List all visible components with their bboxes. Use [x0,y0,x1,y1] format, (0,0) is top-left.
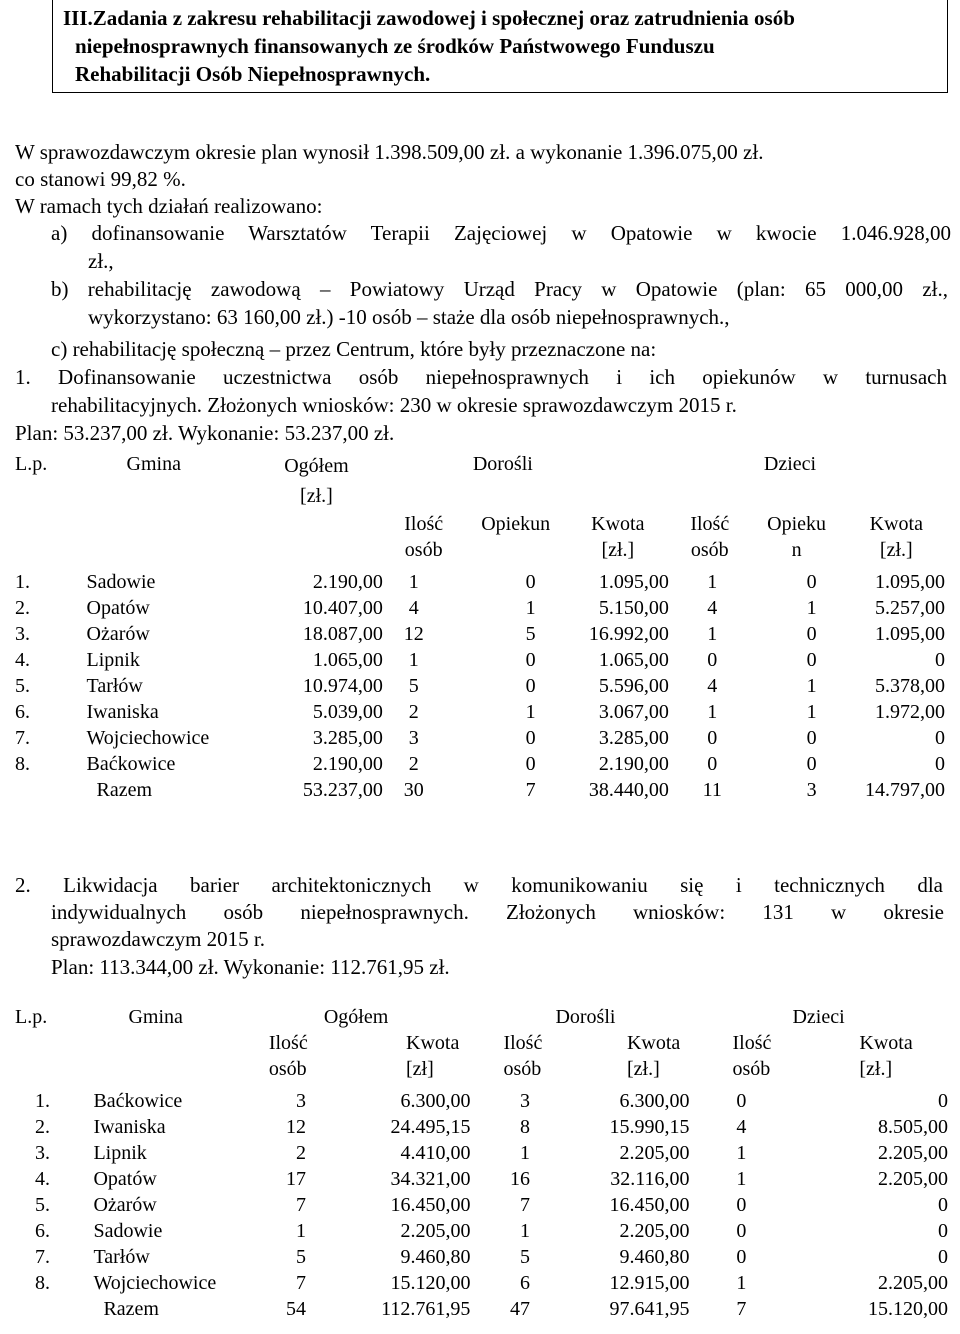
opiekun-cell: 0 [525,675,536,697]
col-kwota-dzieci: Kwota [zł.] [869,513,923,561]
gmina-cell: Iwaniska [86,701,159,723]
lp-cell: 7. [35,1246,50,1268]
opiekun-dzieci-cell: 1 [806,701,817,723]
section2-line-1: 2. Likwidacja barier architektonicznych w komunikowaniu się i technicznych dla [15,873,943,897]
lp-cell: 3. [35,1142,50,1164]
gmina-cell: Ożarów [93,1194,157,1216]
ilosc-ogolem-cell: 17 [286,1168,307,1190]
item-c: c) rehabilitację społeczną – przez Centrum, które były przeznaczone na: [51,337,657,361]
opiekun-dzieci-cell: 3 [806,779,817,801]
kwota-dorosli-cell: 16.450,00 [609,1194,690,1216]
kwota-ogolem-cell: 34.321,00 [390,1168,471,1190]
ogolem-cell: 5.039,00 [312,701,383,723]
kwota-dzieci-cell: 0 [938,1246,948,1268]
ilosc-dzieci-cell: 0 [736,1194,747,1216]
ogolem-cell: 10.974,00 [302,675,383,697]
kwota-dzieci-cell: 8.505,00 [878,1116,948,1138]
intro-line-3: W ramach tych działań realizowano: [15,194,323,218]
lp-cell: 8. [15,753,30,775]
table2-header-row-2 [15,1030,953,1082]
kwota-dorosli-cell: 32.116,00 [610,1168,690,1190]
total-label: Razem [103,1298,159,1320]
ilosc-dzieci-cell: 1 [736,1142,747,1164]
total-label: Razem [96,779,153,801]
kwota-ogolem-cell: 24.495,15 [390,1116,471,1138]
kwota-dzieci-cell: 5.378,00 [875,675,945,697]
opiekun-cell: 0 [525,753,536,775]
gmina-cell: Lipnik [93,1142,147,1164]
table-row [15,1140,953,1166]
kwota-dorosli-cell: 9.460,80 [619,1246,690,1268]
ilosc-osob-dzieci-cell: 0 [707,727,718,749]
heading-line-3: Rehabilitacji Osób Niepełnosprawnych. [75,62,431,86]
ilosc-osob-cell: 1 [408,571,419,593]
section2-line-3: sprawozdawczym 2015 r. [51,927,266,951]
item-a-line-1: a) dofinansowanie Warsztatów Terapii Zajęciowej w Opatowie w kwocie 1.046.928,00 [51,221,951,245]
table-row [15,569,950,595]
table-row [15,1218,953,1244]
table-total-row [15,1296,953,1322]
opiekun-dzieci-cell: 1 [806,675,817,697]
ilosc-dzieci-cell: 4 [736,1116,747,1138]
table-row [15,647,950,673]
lp-cell: 6. [15,701,30,723]
col-opiekun-dzieci: Opieku n [767,513,827,561]
ilosc-ogolem-cell: 7 [296,1272,307,1294]
opiekun-dzieci-cell: 0 [806,623,817,645]
table2-header-row-1 [15,1004,953,1030]
gmina-cell: Baćkowice [93,1090,183,1112]
opiekun-dzieci-cell: 1 [806,597,817,619]
col-dzieci: Dzieci [792,1006,845,1028]
ilosc-osob-dzieci-cell: 0 [707,753,718,775]
table-total-row [15,777,950,803]
col-ogolem: Ogółem [323,1006,389,1028]
kwota-dzieci-cell: 2.205,00 [878,1142,948,1164]
col-ogolem: Ogółem [zł.] [284,455,349,507]
ilosc-dorosli-cell: 1 [519,1142,530,1164]
ogolem-cell: 3.285,00 [312,727,383,749]
ilosc-dorosli-cell: 8 [519,1116,530,1138]
section1-plan: Plan: 53.237,00 zł. Wykonanie: 53.237,00 zł. [15,421,395,445]
section2-plan: Plan: 113.344,00 zł. Wykonanie: 112.761,95 zł. [51,955,450,979]
intro-line-1: W sprawozdawczym okresie plan wynosił 1.398.509,00 zł. a wykonanie 1.396.075,00 zł. [15,140,764,164]
lp-cell: 4. [15,649,30,671]
table-row [15,725,950,751]
ilosc-dzieci-cell: 0 [736,1220,747,1242]
ilosc-dorosli-cell: 7 [519,1194,530,1216]
lp-cell: 1. [15,571,30,593]
ogolem-cell: 2.190,00 [312,571,383,593]
opiekun-dzieci-cell: 0 [806,649,817,671]
ilosc-ogolem-cell: 3 [296,1090,307,1112]
table-row [15,1270,953,1296]
intro-line-2: co stanowi 99,82 %. [15,167,186,191]
table-row [15,1244,953,1270]
ilosc-osob-cell: 4 [408,597,419,619]
col-ilosc-osob-dzieci: Ilość osób [690,513,730,561]
ilosc-dorosli-cell: 3 [519,1090,530,1112]
kwota-ogolem-cell: 15.120,00 [390,1272,471,1294]
section-heading [52,0,948,93]
gmina-cell: Sadowie [86,571,156,593]
ilosc-dorosli-cell: 1 [519,1220,530,1242]
kwota-dzieci-cell: 5.257,00 [875,597,945,619]
kwota-cell: 1.065,00 [598,649,669,671]
heading-line-1: III.Zadania z zakresu rehabilitacji zawodowej i społecznej oraz zatrudnienia osób [63,6,795,30]
col-gmina: Gmina [126,453,181,475]
lp-cell: 5. [15,675,30,697]
opiekun-cell: 5 [525,623,536,645]
kwota-dzieci-cell: 2.205,00 [878,1168,948,1190]
ogolem-cell: 1.065,00 [312,649,383,671]
lp-cell: 6. [35,1220,50,1242]
ilosc-ogolem-cell: 12 [286,1116,307,1138]
ilosc-dorosli-cell: 5 [519,1246,530,1268]
kwota-ogolem-cell: 9.460,80 [400,1246,471,1268]
kwota-ogolem-cell: 4.410,00 [400,1142,471,1164]
kwota-dzieci-cell: 0 [938,1194,948,1216]
table-row [15,621,950,647]
ilosc-osob-dzieci-cell: 1 [707,623,718,645]
lp-cell: 3. [15,623,30,645]
ilosc-osob-dzieci-cell: 4 [707,597,718,619]
ilosc-dzieci-cell: 0 [736,1246,747,1268]
opiekun-cell: 1 [525,597,536,619]
kwota-cell: 2.190,00 [598,753,669,775]
kwota-dzieci-cell: 14.797,00 [865,779,945,801]
gmina-cell: Iwaniska [93,1116,166,1138]
ilosc-osob-cell: 30 [403,779,424,801]
bariery-table [15,1004,953,1322]
ilosc-osob-dzieci-cell: 1 [707,701,718,723]
lp-cell: 2. [15,597,30,619]
col-opiekun: Opiekun [481,513,551,535]
ilosc-osob-cell: 5 [408,675,419,697]
col-ilosc-dzieci: Ilość osób [732,1032,772,1080]
kwota-dzieci-cell: 1.095,00 [875,571,945,593]
table-row [15,595,950,621]
table-row [15,1166,953,1192]
col-ilosc-ogolem: Ilość osób [268,1032,308,1080]
ilosc-dorosli-cell: 16 [509,1168,530,1190]
kwota-dzieci-cell: 0 [935,727,945,749]
gmina-cell: Wojciechowice [86,727,210,749]
kwota-cell: 5.150,00 [598,597,669,619]
kwota-dzieci-cell: 1.095,00 [875,623,945,645]
lp-cell: 1. [35,1090,50,1112]
kwota-dzieci-cell: 0 [938,1090,948,1112]
col-kwota-dorosli: Kwota [zł.] [626,1032,681,1080]
ilosc-dzieci-cell: 7 [736,1298,747,1320]
kwota-dorosli-cell: 15.990,15 [609,1116,690,1138]
ilosc-ogolem-cell: 1 [296,1220,307,1242]
ilosc-osob-cell: 12 [403,623,424,645]
gmina-cell: Wojciechowice [93,1272,217,1294]
col-ilosc-osob: Ilość osób [404,513,444,561]
ilosc-dzieci-cell: 1 [736,1272,747,1294]
kwota-dzieci-cell: 0 [935,649,945,671]
ilosc-osob-dzieci-cell: 4 [707,675,718,697]
col-dzieci: Dzieci [763,453,817,475]
kwota-dzieci-cell: 1.972,00 [875,701,945,723]
table-row [15,673,950,699]
ilosc-osob-cell: 2 [408,701,419,723]
ilosc-osob-cell: 3 [408,727,419,749]
gmina-cell: Ożarów [86,623,150,645]
ilosc-osob-dzieci-cell: 1 [707,571,718,593]
item-a-line-2: zł., [88,249,114,273]
gmina-cell: Lipnik [86,649,140,671]
ilosc-ogolem-cell: 2 [296,1142,307,1164]
ogolem-cell: 10.407,00 [302,597,383,619]
col-kwota-ogolem: Kwota [zł] [406,1032,460,1080]
kwota-dzieci-cell: 0 [938,1220,948,1242]
ilosc-osob-dzieci-cell: 11 [702,779,722,801]
kwota-cell: 1.095,00 [598,571,669,593]
section1-line-1: 1. Dofinansowanie uczestnictwa osób niepełnosprawnych i ich opiekunów w turnusach [15,365,947,389]
kwota-dorosli-cell: 97.641,95 [609,1298,690,1320]
gmina-cell: Opatów [86,597,150,619]
ilosc-ogolem-cell: 54 [286,1298,307,1320]
col-ilosc-dorosli: Ilość osób [503,1032,543,1080]
lp-cell: 8. [35,1272,50,1294]
col-lp: L.p. [15,1006,48,1028]
kwota-cell: 16.992,00 [588,623,669,645]
opiekun-dzieci-cell: 0 [806,727,817,749]
table1-header-row-1 [15,451,950,511]
kwota-dzieci-cell: 2.205,00 [878,1272,948,1294]
lp-cell: 7. [15,727,30,749]
kwota-dorosli-cell: 2.205,00 [619,1220,690,1242]
gmina-cell: Tarłów [93,1246,150,1268]
opiekun-dzieci-cell: 0 [806,571,817,593]
gmina-cell: Sadowie [93,1220,163,1242]
col-dorosli: Dorośli [472,453,533,475]
col-lp: L.p. [15,453,48,475]
table1-header-row-2 [15,511,950,563]
table-row [15,751,950,777]
ogolem-cell: 53.237,00 [302,779,383,801]
kwota-dorosli-cell: 12.915,00 [609,1272,690,1294]
kwota-ogolem-cell: 6.300,00 [400,1090,471,1112]
lp-cell: 5. [35,1194,50,1216]
ogolem-cell: 2.190,00 [312,753,383,775]
table-row [15,1088,953,1114]
table-row [15,1192,953,1218]
gmina-cell: Baćkowice [86,753,176,775]
kwota-dzieci-cell: 15.120,00 [868,1298,948,1320]
ogolem-cell: 18.087,00 [302,623,383,645]
kwota-ogolem-cell: 2.205,00 [400,1220,471,1242]
item-b-line-1: b) rehabilitację zawodową – Powiatowy Urząd Pracy w Opatowie (plan: 65 000,00 zł., [51,277,948,301]
kwota-cell: 38.440,00 [588,779,669,801]
ilosc-dorosli-cell: 6 [519,1272,530,1294]
ilosc-osob-dzieci-cell: 0 [707,649,718,671]
ilosc-dzieci-cell: 0 [736,1090,747,1112]
opiekun-cell: 0 [525,727,536,749]
ilosc-osob-cell: 2 [408,753,419,775]
col-dorosli: Dorośli [555,1006,616,1028]
opiekun-cell: 0 [525,571,536,593]
kwota-ogolem-cell: 16.450,00 [390,1194,471,1216]
opiekun-cell: 1 [525,701,536,723]
item-b-line-2: wykorzystano: 63 160,00 zł.) -10 osób – staże dla osób niepełnosprawnych., [88,305,730,329]
opiekun-cell: 0 [525,649,536,671]
lp-cell: 2. [35,1116,50,1138]
kwota-cell: 3.285,00 [598,727,669,749]
ilosc-osob-cell: 1 [408,649,419,671]
ilosc-dorosli-cell: 47 [509,1298,530,1320]
ilosc-dzieci-cell: 1 [736,1168,747,1190]
opiekun-dzieci-cell: 0 [806,753,817,775]
ilosc-ogolem-cell: 5 [296,1246,307,1268]
table-row [15,1114,953,1140]
turnusy-table [15,451,950,803]
lp-cell: 4. [35,1168,50,1190]
col-gmina: Gmina [128,1006,183,1028]
col-kwota-dzieci: Kwota [zł.] [859,1032,913,1080]
gmina-cell: Tarłów [86,675,143,697]
kwota-cell: 5.596,00 [598,675,669,697]
kwota-dzieci-cell: 0 [935,753,945,775]
ilosc-ogolem-cell: 7 [296,1194,307,1216]
section2-line-2: indywidualnych osób niepełnosprawnych. Złożonych wniosków: 131 w okresie [51,900,944,924]
section1-line-2: rehabilitacyjnych. Złożonych wniosków: 230 w okresie sprawozdawczym 2015 r. [51,393,737,417]
heading-line-2: niepełnosprawnych finansowanych ze środków Państwowego Funduszu [75,34,715,58]
kwota-dorosli-cell: 6.300,00 [619,1090,690,1112]
kwota-ogolem-cell: 112.761,95 [381,1298,471,1320]
opiekun-cell: 7 [525,779,536,801]
col-kwota: Kwota [zł.] [591,513,645,561]
gmina-cell: Opatów [93,1168,157,1190]
kwota-dorosli-cell: 2.205,00 [619,1142,690,1164]
kwota-cell: 3.067,00 [598,701,669,723]
table-row [15,699,950,725]
